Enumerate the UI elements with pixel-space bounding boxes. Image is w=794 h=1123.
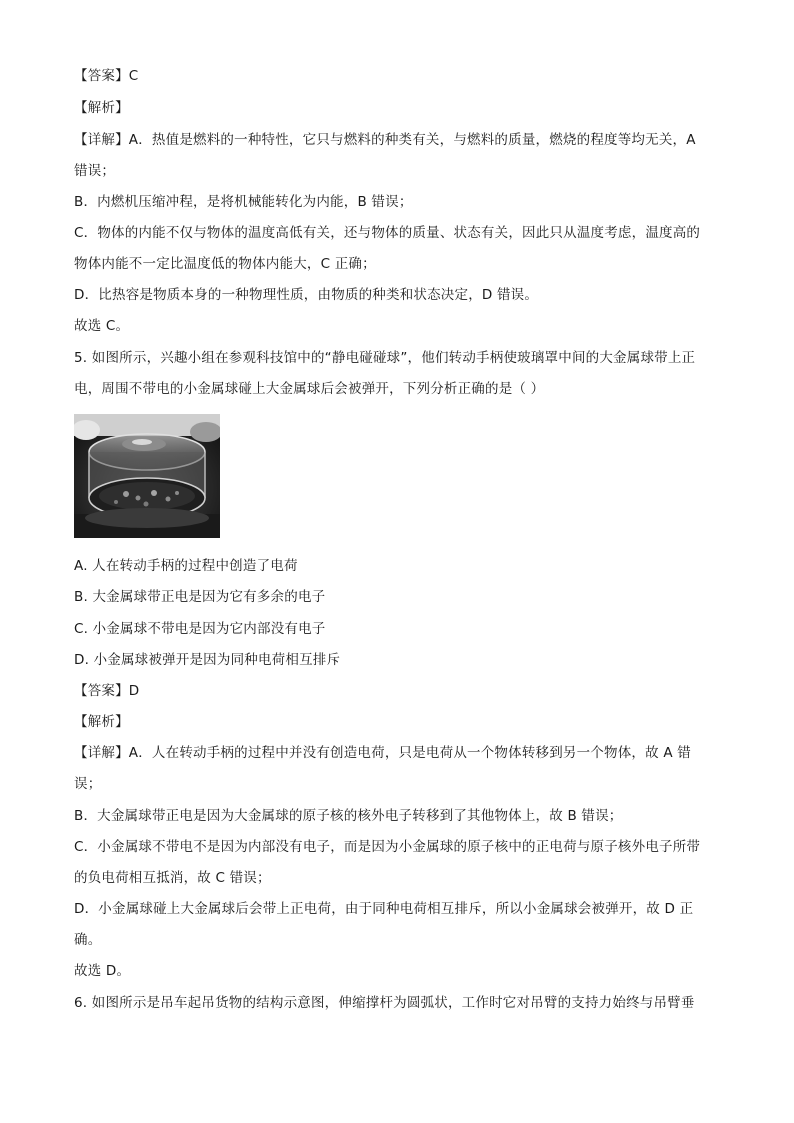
q5-explanation-line: 的负电荷相互抵消，故 C 错误； [74,870,271,886]
electrostatic-ball-photo [74,414,220,538]
q5-option-b: B. 大金属球带正电是因为它有多余的电子 [74,589,326,605]
q4-explanation-line: D．比热容是物质本身的一种物理性质，由物质的种类和状态决定，D 错误。 [74,287,539,303]
q4-explanation-line: C．物体的内能不仅与物体的温度高低有关，还与物体的质量、状态有关，因此只从温度考虑，温度高的 [74,225,701,241]
q4-explanation-line: 错误； [74,163,116,179]
q4-explanation-line: 【详解】A．热值是燃料的一种特性，它只与燃料的种类有关，与燃料的质量，燃烧的程度等均无关，A [74,132,696,148]
q5-explanation-line: 【详解】A．人在转动手柄的过程中并没有创造电荷，只是电荷从一个物体转移到另一个物体，故 A 错 [74,745,691,761]
glass-dome-illustration [74,414,220,538]
q5-stem-line: 电，周围不带电的小金属球碰上大金属球后会被弹开，下列分析正确的是（ ） [74,381,545,397]
q5-option-d: D. 小金属球被弹开是因为同种电荷相互排斥 [74,652,341,668]
q5-answer: 【答案】D [74,683,140,699]
q5-conclusion: 故选 D。 [74,963,131,979]
q4-answer: 【答案】C [74,68,139,84]
q5-explanation-line: 误； [74,776,102,792]
q5-explanation-line: 确。 [74,932,102,948]
q4-conclusion: 故选 C。 [74,318,130,334]
q6-stem-line: 6. 如图所示是吊车起吊货物的结构示意图，伸缩撑杆为圆弧状，工作时它对吊臂的支持力始终与吊臂垂 [74,995,695,1011]
q5-explanation-line: B．大金属球带正电是因为大金属球的原子核的核外电子转移到了其他物体上，故 B 错误； [74,808,623,824]
q4-explanation-line: 物体内能不一定比温度低的物体内能大，C 正确； [74,256,376,272]
q5-explanation-line: C．小金属球不带电不是因为内部没有电子，而是因为小金属球的原子核中的正电荷与原子核外电子所带 [74,839,701,855]
q5-stem-line: 5. 如图所示，兴趣小组在参观科技馆中的“静电碰碰球”，他们转动手柄使玻璃罩中间的大金属球带上正 [74,350,696,366]
q4-explanation-line: B．内燃机压缩冲程，是将机械能转化为内能，B 错误； [74,194,413,210]
q5-option-a: A. 人在转动手柄的过程中创造了电荷 [74,558,298,574]
q5-option-c: C. 小金属球不带电是因为它内部没有电子 [74,621,326,637]
q4-analysis-heading: 【解析】 [74,100,129,116]
q5-analysis-heading: 【解析】 [74,714,129,730]
q5-explanation-line: D．小金属球碰上大金属球后会带上正电荷，由于同种电荷相互排斥，所以小金属球会被弹开，故 D 正 [74,901,694,917]
